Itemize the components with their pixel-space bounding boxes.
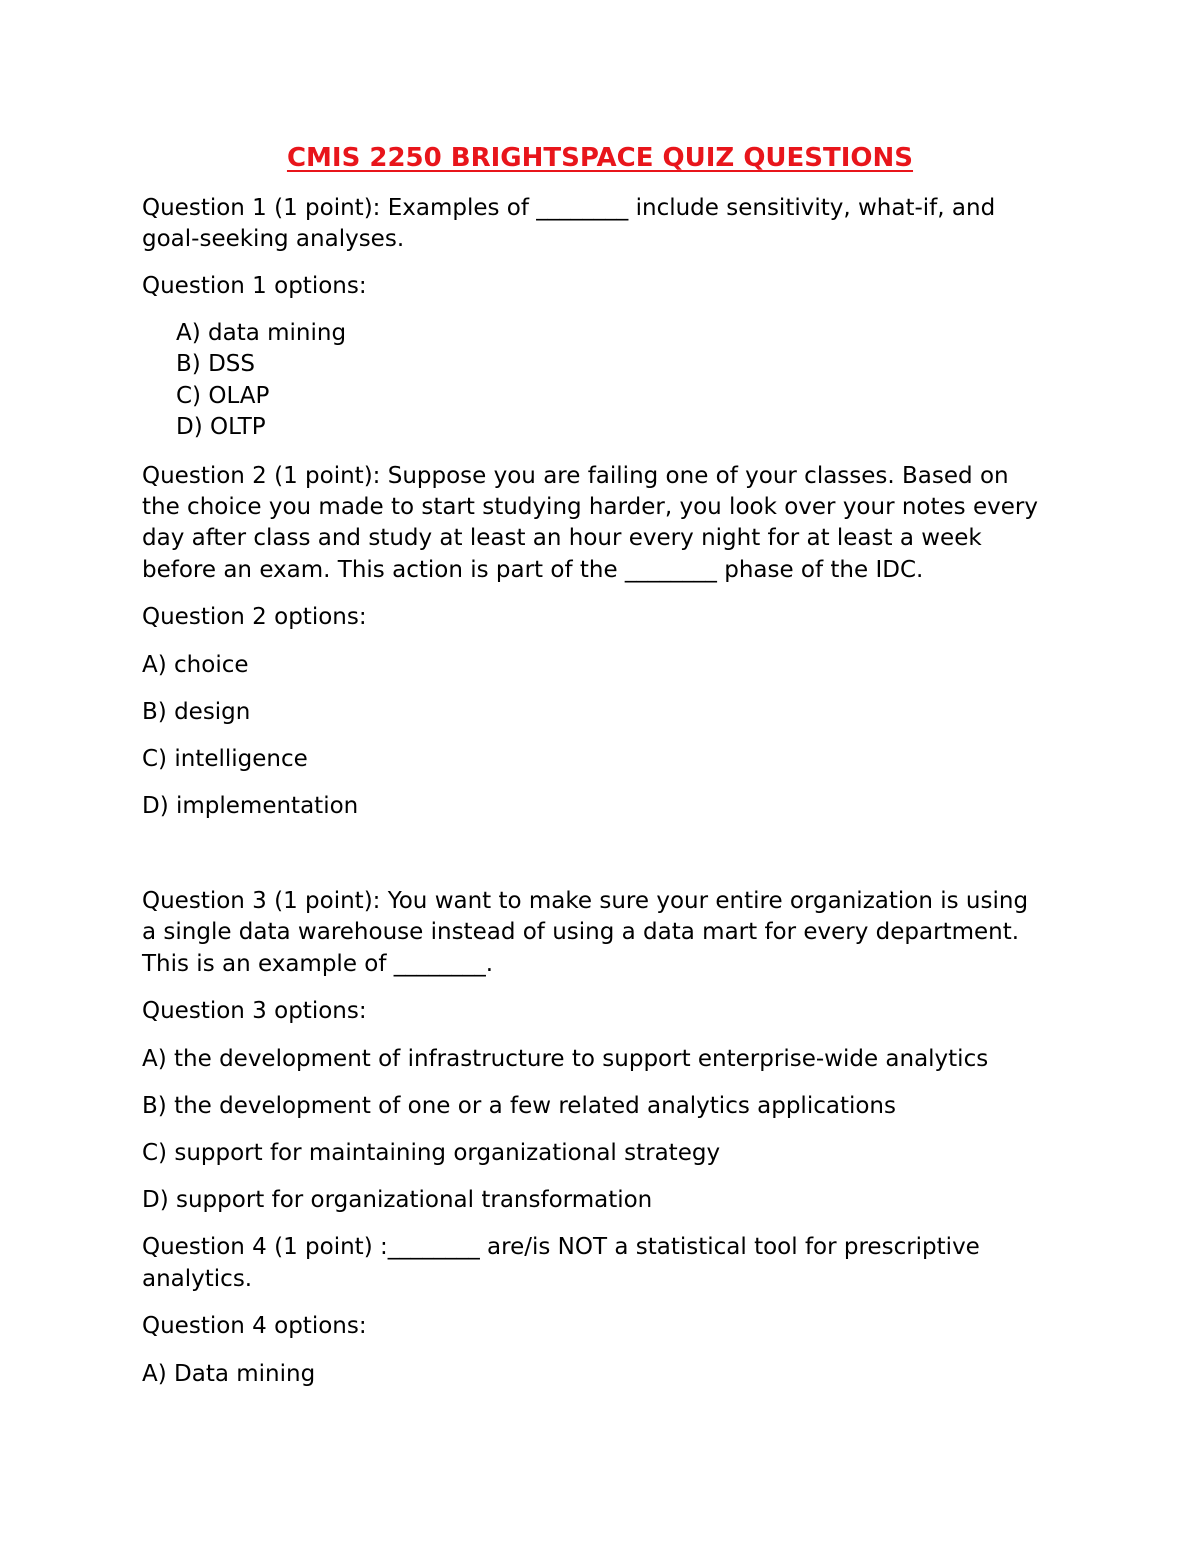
question-1-options-label: Question 1 options:	[142, 273, 367, 299]
question-4-text-line-2: analytics.	[142, 1266, 253, 1292]
question-4-text-line-1: Question 4 (1 point) :________ are/is NOT a statistical tool for prescriptive	[142, 1234, 980, 1260]
question-2-option-c: C) intelligence	[142, 746, 308, 772]
question-2-text-line-2: the choice you made to start studying harder, you look over your notes every	[142, 494, 1038, 520]
question-1-option-c: C) OLAP	[176, 383, 270, 409]
question-2-text-line-4: before an exam. This action is part of the ________ phase of the IDC.	[142, 557, 924, 583]
question-1-option-a: A) data mining	[176, 320, 347, 346]
question-2-option-d: D) implementation	[142, 793, 359, 819]
question-3-text-line-3: This is an example of ________.	[142, 951, 494, 977]
question-4-option-a: A) Data mining	[142, 1361, 316, 1387]
question-2-options-label: Question 2 options:	[142, 604, 367, 630]
question-3-options-label: Question 3 options:	[142, 998, 367, 1024]
page-title: CMIS 2250 BRIGHTSPACE QUIZ QUESTIONS	[286, 143, 914, 173]
question-3-option-d: D) support for organizational transformation	[142, 1187, 653, 1213]
question-3-option-b: B) the development of one or a few related analytics applications	[142, 1093, 896, 1119]
question-3-option-c: C) support for maintaining organizational strategy	[142, 1140, 721, 1166]
question-2-option-b: B) design	[142, 699, 251, 725]
question-3-text-line-1: Question 3 (1 point): You want to make sure your entire organization is using	[142, 888, 1029, 914]
question-1-option-b: B) DSS	[176, 351, 255, 377]
question-1-option-d: D) OLTP	[176, 414, 266, 440]
question-3-option-a: A) the development of infrastructure to support enterprise-wide analytics	[142, 1046, 989, 1072]
question-1-text-line-1: Question 1 (1 point): Examples of ________ include sensitivity, what-if, and	[142, 195, 996, 221]
question-1-text-line-2: goal-seeking analyses.	[142, 226, 405, 252]
question-2-option-a: A) choice	[142, 652, 249, 678]
question-2-text-line-3: day after class and study at least an hour every night for at least a week	[142, 525, 982, 551]
question-3-text-line-2: a single data warehouse instead of using a data mart for every department.	[142, 919, 1020, 945]
question-2-text-line-1: Question 2 (1 point): Suppose you are failing one of your classes. Based on	[142, 463, 1009, 489]
question-4-options-label: Question 4 options:	[142, 1313, 367, 1339]
